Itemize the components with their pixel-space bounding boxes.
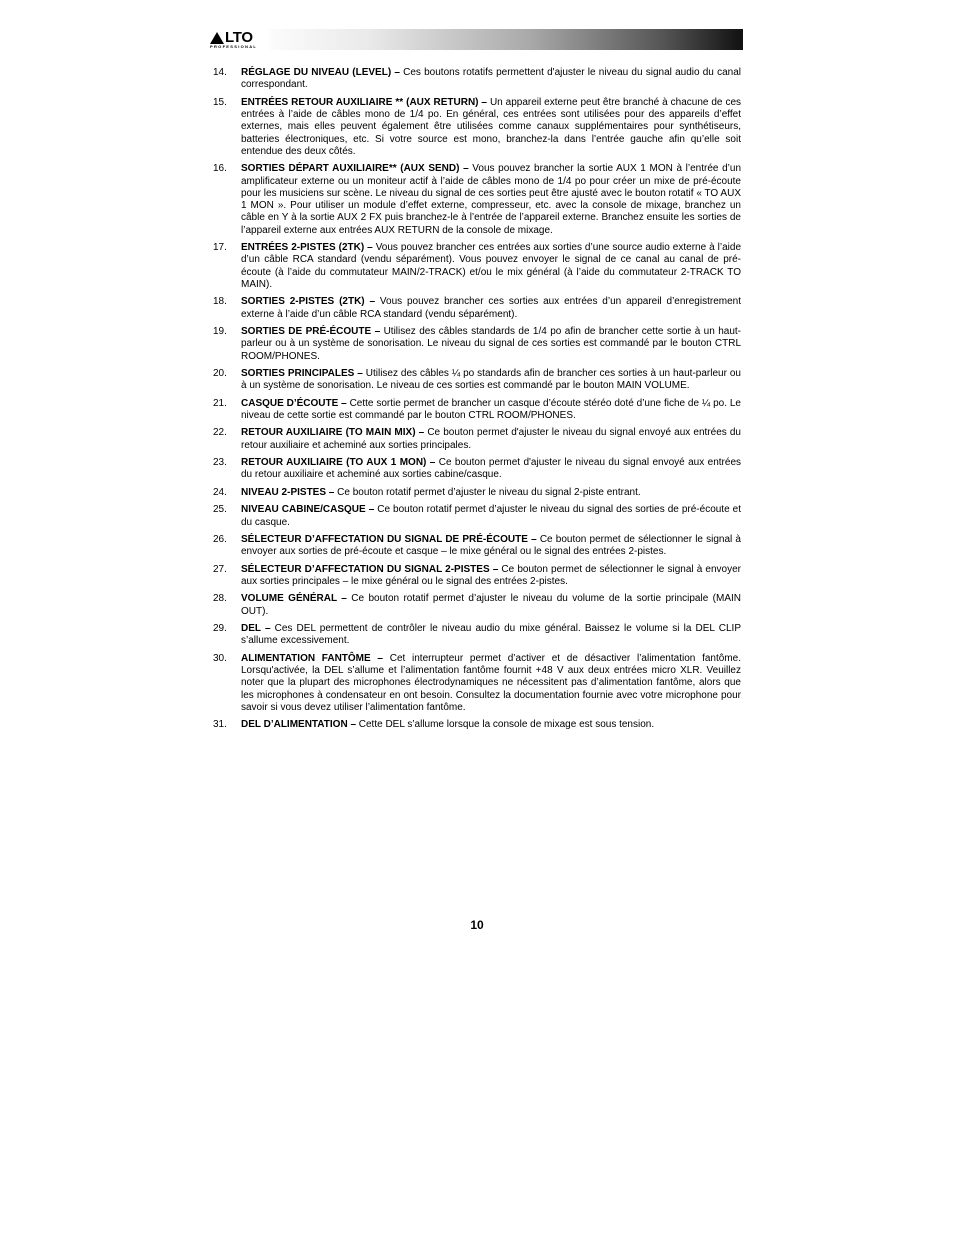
item-description: Cet interrupteur permet d’activer et de désactiver l’alimentation fantôme. Lorsqu'activée, la DEL s’allume et l’alimentation fantôme fournit +48 V aux deux entrées micro XLR. Veuillez noter que la plupart des microphones électrodynamiques ne nécessitent pas d’alimentation fantôme, alors que les microphones à condensateur en ont besoin. Consultez la documentation fournie avec votre microphone pour savoir si vous devez utiliser l’alimentation fantôme. xyxy=(241,652,741,713)
item-title: ENTRÉES RETOUR AUXILIAIRE ** (AUX RETURN) – xyxy=(241,96,487,108)
item-title: ALIMENTATION FANTÔME – xyxy=(241,652,383,664)
item-description: Vous pouvez brancher la sortie AUX 1 MON à l’entrée d’un amplificateur externe ou un moniteur actif à l’aide de câbles mono de 1/4 po pour créer un mixe de pré-écoute pour les musiciens sur scène. Le niveau du signal de ces sorties peut être ajusté avec le bouton rotatif « TO AUX 1 MON ». Pour utiliser un module d’effet externe, compresseur, etc. avec la console de mixage, branchez un câble en Y à la sortie AUX 2 FX puis branchez-le à l’entrée de l’appareil externe. Branchez ensuite les sorties de l’appareil externe aux entrées AUX RETURN de la console de mixage. xyxy=(241,163,742,236)
item-number: 19. xyxy=(213,326,227,338)
list-item xyxy=(213,242,741,291)
item-number: 20. xyxy=(213,368,227,380)
header-gradient-bar xyxy=(210,29,743,50)
item-body xyxy=(241,296,741,321)
list-item xyxy=(213,368,741,393)
list-item xyxy=(213,398,741,423)
item-description: Ce bouton permet d'ajuster le niveau du signal envoyé aux entrées du retour auxiliaire et acheminé aux sorties principales. xyxy=(241,427,741,451)
item-description: Ce bouton rotatif permet d’ajuster le niveau du signal des sorties de pré-écoute et du casque. xyxy=(241,504,741,528)
list-item xyxy=(213,296,741,321)
item-description: Vous pouvez brancher ces sorties aux entrées d’un appareil d’enregistrement externe à l’aide d’un câble RCA standard (vendu séparément). xyxy=(241,296,741,320)
item-description: Un appareil externe peut être branché à chacune de ces entrées à l’aide de câbles mono de 1/4 po. En général, ces entrées sont utilisées pour des appareils d’effet externes, mais elles peuvent également être utilisées comme canaux supplémentaires pour synthétiseurs, batteries électroniques, etc. Si votre source est mono, branchez-la dans l’entrée gauche afin qu’elle soit entendue des deux côtés. xyxy=(241,96,741,157)
item-number: 18. xyxy=(213,296,227,308)
list-item xyxy=(213,97,741,158)
item-number: 15. xyxy=(213,96,227,108)
item-description: Ces DEL permettent de contrôler le niveau audio du mixe général. Baissez le volume si la DEL CLIP s’allume excessivement. xyxy=(241,622,741,647)
item-title: DEL – xyxy=(241,622,271,634)
item-title: SÉLECTEUR D’AFFECTATION DU SIGNAL DE PRÉ-ÉCOUTE – xyxy=(241,533,537,545)
item-body xyxy=(241,457,741,482)
item-body xyxy=(241,593,741,618)
item-description: Ce bouton rotatif permet d’ajuster le niveau du volume de la sortie principale (MAIN OUT). xyxy=(241,593,741,617)
item-title: CASQUE D’ÉCOUTE – xyxy=(241,397,347,409)
list-item xyxy=(213,163,741,237)
page-number: 10 xyxy=(470,918,484,932)
item-number: 30. xyxy=(213,652,227,664)
item-description: Ce bouton permet de sélectionner le signal à envoyer aux sorties de pré-écoute et casque – le mixe général ou le signal des entrées 2-pistes. xyxy=(241,533,741,558)
item-body xyxy=(241,504,741,529)
item-title: SORTIES 2-PISTES (2TK) – xyxy=(241,296,376,308)
list-item xyxy=(213,593,741,618)
item-title: ENTRÉES 2-PISTES (2TK) – xyxy=(241,242,373,254)
item-list xyxy=(213,67,741,737)
logo-main-text: LTO xyxy=(225,29,253,46)
item-title: RÉGLAGE DU NIVEAU (LEVEL) – xyxy=(241,67,400,78)
item-body xyxy=(241,368,741,393)
item-description: Ces boutons rotatifs permettent d'ajuster le niveau du signal audio du canal correspondant. xyxy=(241,67,741,91)
item-number: 16. xyxy=(213,163,227,175)
list-item xyxy=(213,504,741,529)
item-description: Cette DEL s’allume lorsque la console de mixage est sous tension. xyxy=(356,719,655,731)
item-description: Ce bouton rotatif permet d’ajuster le niveau du signal 2-piste entrant. xyxy=(334,486,641,498)
item-body xyxy=(241,67,741,92)
item-number: 14. xyxy=(213,67,227,78)
item-title: NIVEAU 2-PISTES – xyxy=(241,486,335,498)
item-title: SORTIES PRINCIPALES – xyxy=(241,368,363,380)
item-description: Cette sortie permet de brancher un casque d’écoute stéréo doté d’une fiche de ¼ po. Le niveau de cette sortie est commandé par le bouton CTRL ROOM/PHONES. xyxy=(241,397,741,422)
item-body xyxy=(241,487,741,499)
item-number: 26. xyxy=(213,533,227,545)
item-body xyxy=(241,653,741,714)
item-title: SORTIES DE PRÉ-ÉCOUTE – xyxy=(241,326,381,338)
item-description: Vous pouvez brancher ces entrées aux sorties d’une source audio externe à l’aide d’un câble RCA standard (vendu séparément). Vous pouvez envoyer le signal de ce canal au canal de pré-écoute (à l’aide du commutateur MAIN/2-TRACK) et/ou le mix général (à l’aide du commutateur 2-TRACK TO MAIN). xyxy=(241,242,742,291)
item-number: 29. xyxy=(213,622,227,634)
item-description: Ce bouton permet d'ajuster le niveau du signal envoyé aux entrées du retour auxiliaire et acheminé aux sorties cabine/casque. xyxy=(241,457,742,481)
list-item xyxy=(213,564,741,589)
item-title: RETOUR AUXILIAIRE (TO AUX 1 MON) – xyxy=(241,457,436,469)
item-body xyxy=(241,242,741,291)
item-title: SORTIES DÉPART AUXILIAIRE** (AUX SEND) – xyxy=(241,163,469,175)
item-body xyxy=(241,427,741,452)
logo-triangle-icon xyxy=(210,32,224,44)
logo-sub-text: PROFESSIONAL xyxy=(210,44,258,49)
item-body xyxy=(241,719,741,731)
item-body xyxy=(241,398,741,423)
item-number: 25. xyxy=(213,504,227,516)
list-item xyxy=(213,457,741,482)
item-number: 28. xyxy=(213,593,227,605)
list-item xyxy=(213,534,741,559)
item-number: 22. xyxy=(213,427,227,439)
item-number: 31. xyxy=(213,719,227,731)
item-number: 21. xyxy=(213,397,227,409)
list-item xyxy=(213,653,741,714)
item-description: Utilisez des câbles standards de 1/4 po afin de brancher cette sortie à un haut-parleur ou à un système de sonorisation. Le niveau du signal de ces sorties est commandé par le bouton CTRL ROOM/PHONES. xyxy=(241,326,741,362)
item-body xyxy=(241,163,741,237)
item-title: RETOUR AUXILIAIRE (TO MAIN MIX) – xyxy=(241,427,425,439)
item-body xyxy=(241,564,741,589)
item-body xyxy=(241,534,741,559)
item-title: DEL D’ALIMENTATION – xyxy=(241,719,356,731)
alto-logo xyxy=(210,30,270,50)
item-body xyxy=(241,326,741,363)
list-item xyxy=(213,487,741,499)
item-number: 24. xyxy=(213,486,227,498)
list-item xyxy=(213,719,741,731)
item-body xyxy=(241,97,741,158)
list-item xyxy=(213,67,741,92)
item-number: 17. xyxy=(213,242,227,254)
item-number: 27. xyxy=(213,563,227,575)
item-description: Utilisez des câbles ¼ po standards afin de brancher ces sorties à un haut-parleur ou à un système de sonorisation. Le niveau de ces sorties est commandé par le bouton MAIN VOLUME. xyxy=(241,368,741,392)
item-title: VOLUME GÉNÉRAL – xyxy=(241,593,347,605)
item-title: SÉLECTEUR D’AFFECTATION DU SIGNAL 2-PISTES – xyxy=(241,563,499,575)
item-description: Ce bouton permet de sélectionner le signal à envoyer aux sorties principales – le mixe général ou le signal des entrées 2-pistes. xyxy=(241,563,742,587)
list-item xyxy=(213,623,741,648)
item-body xyxy=(241,623,741,648)
item-number: 23. xyxy=(213,457,227,469)
item-title: NIVEAU CABINE/CASQUE – xyxy=(241,504,375,516)
list-item xyxy=(213,427,741,452)
list-item xyxy=(213,326,741,363)
